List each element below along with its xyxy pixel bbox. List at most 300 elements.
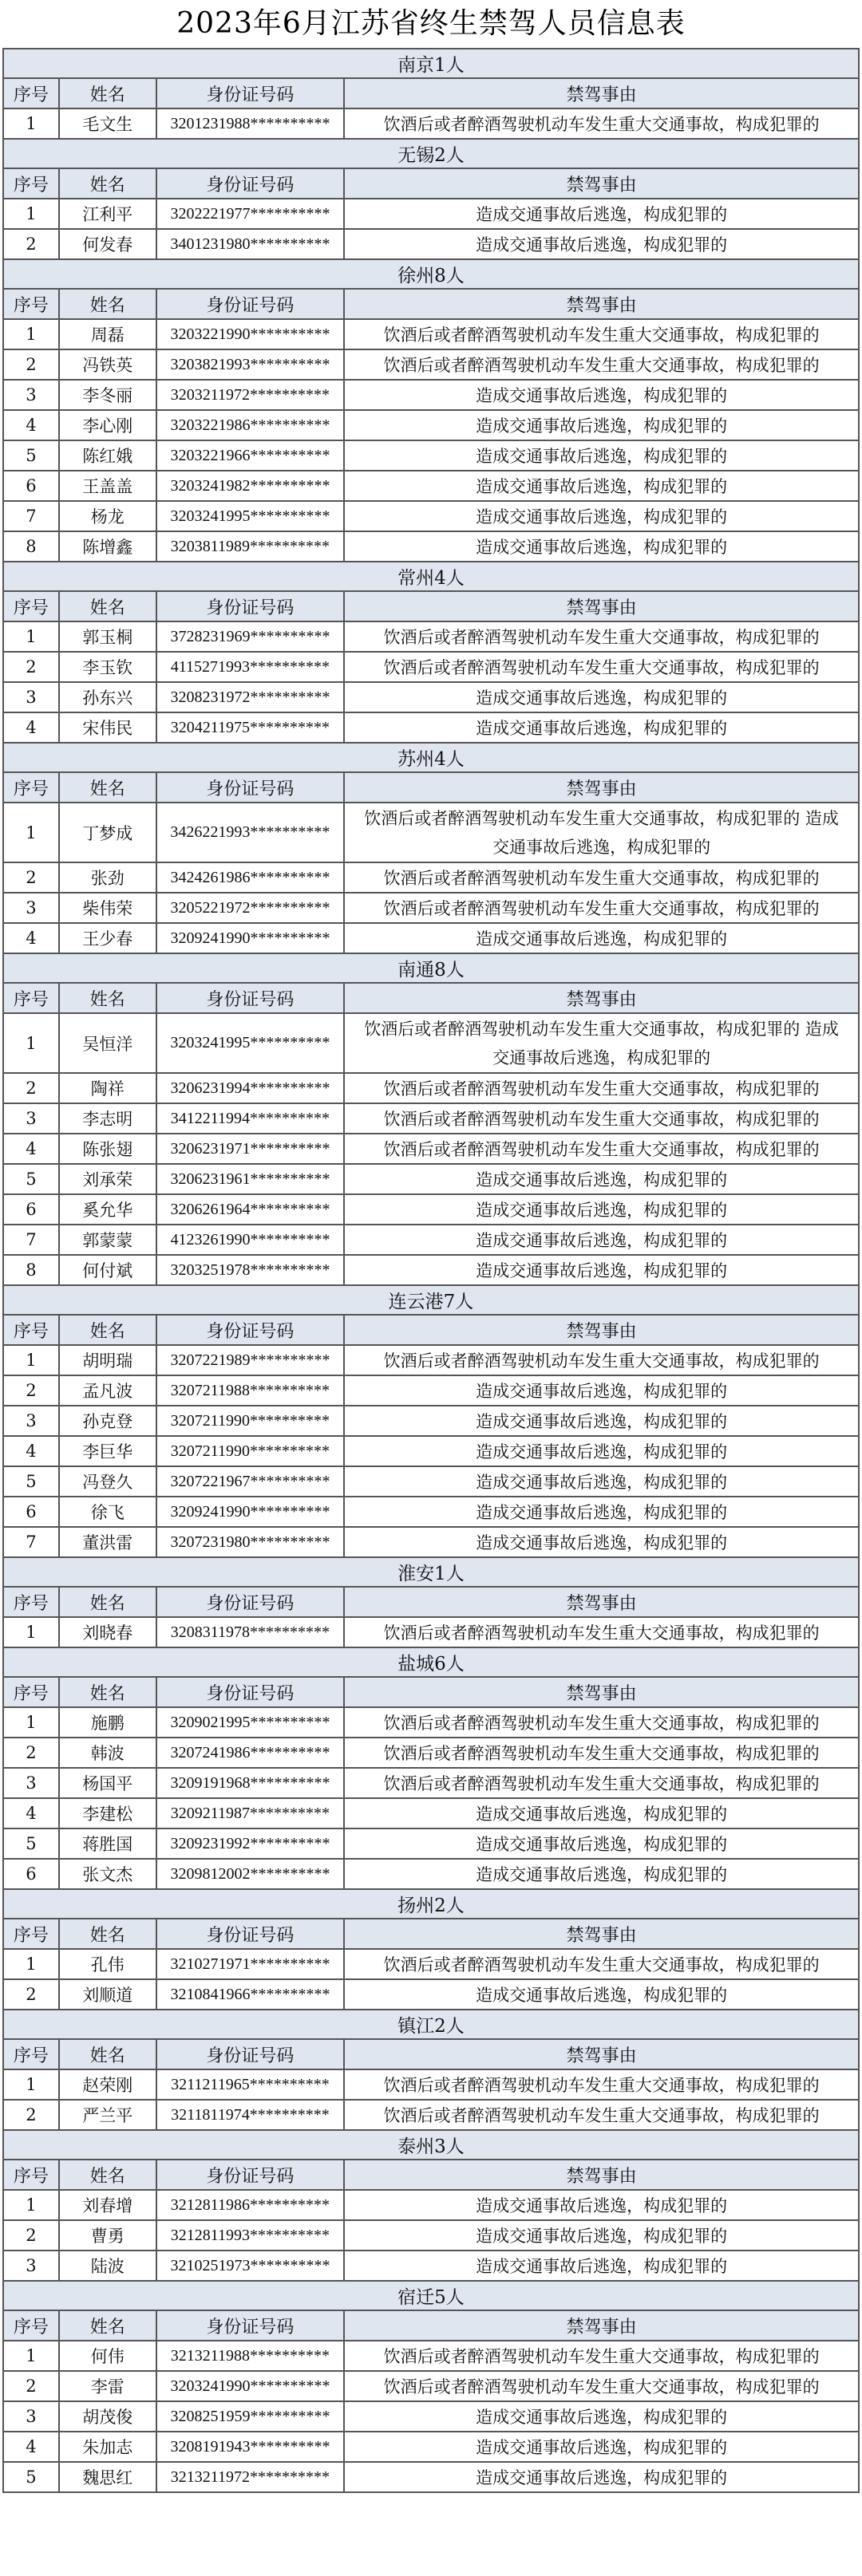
reason-cell: 造成交通事故后逃逸，构成犯罪的 xyxy=(345,532,860,562)
reason-cell: 造成交通事故后逃逸，构成犯罪的 xyxy=(345,2432,860,2463)
reason-cell: 造成交通事故后逃逸，构成犯罪的 xyxy=(345,2402,860,2432)
table-row xyxy=(4,1195,860,1225)
id-number-cell: 3203251978********** xyxy=(157,1256,346,1286)
id-number-cell: 3203221986********** xyxy=(157,411,346,441)
reason-cell: 饮酒后或者醉酒驾驶机动车发生重大交通事故，构成犯罪的 造成交通事故后逃逸，构成犯罪的 xyxy=(345,1014,860,1074)
table-row xyxy=(4,411,860,441)
header-cell: 禁驾事由 xyxy=(345,169,860,199)
name-cell: 奚允华 xyxy=(60,1195,157,1225)
header-cell: 序号 xyxy=(4,79,60,109)
reason-cell: 饮酒后或者醉酒驾驶机动车发生重大交通事故，构成犯罪的 xyxy=(345,1708,860,1738)
table-row xyxy=(4,199,860,230)
serial-cell: 7 xyxy=(4,502,60,532)
serial-cell: 1 xyxy=(4,1950,60,1980)
id-number-cell: 3203221990********** xyxy=(157,320,346,350)
name-cell: 王少春 xyxy=(60,924,157,954)
name-cell: 李巨华 xyxy=(60,1437,157,1467)
name-cell: 董洪雷 xyxy=(60,1528,157,1558)
name-cell: 郭蒙蒙 xyxy=(60,1225,157,1256)
serial-cell: 1 xyxy=(4,1346,60,1376)
serial-cell: 1 xyxy=(4,803,60,863)
name-cell: 赵荣刚 xyxy=(60,2070,157,2101)
header-cell: 身份证号码 xyxy=(157,1919,346,1950)
serial-cell: 5 xyxy=(4,1165,60,1195)
header-cell: 姓名 xyxy=(60,2311,157,2341)
serial-cell: 4 xyxy=(4,2432,60,2463)
reason-cell: 造成交通事故后逃逸，构成犯罪的 xyxy=(345,411,860,441)
table-row xyxy=(4,2402,860,2432)
serial-cell: 2 xyxy=(4,2372,60,2402)
header-cell: 姓名 xyxy=(60,79,157,109)
name-cell: 韩波 xyxy=(60,1738,157,1769)
table-row xyxy=(4,441,860,471)
id-number-cell: 3207211990********** xyxy=(157,1437,346,1467)
serial-cell: 3 xyxy=(4,1406,60,1437)
id-number-cell: 3211211965********** xyxy=(157,2070,346,2101)
id-number-cell: 3426221993********** xyxy=(157,803,346,863)
header-cell: 身份证号码 xyxy=(157,169,346,199)
id-number-cell: 3209211987********** xyxy=(157,1799,346,1829)
name-cell: 宋伟民 xyxy=(60,713,157,744)
serial-cell: 3 xyxy=(4,1769,60,1799)
table-row xyxy=(4,2251,860,2282)
table-row xyxy=(4,1829,860,1860)
name-cell: 江利平 xyxy=(60,199,157,230)
header-cell: 身份证号码 xyxy=(157,2160,346,2191)
name-cell: 李冬丽 xyxy=(60,381,157,411)
name-cell: 毛文生 xyxy=(60,109,157,140)
city-section-title: 南通8人 xyxy=(4,954,860,984)
reason-cell: 造成交通事故后逃逸，构成犯罪的 xyxy=(345,2463,860,2493)
header-cell: 序号 xyxy=(4,1678,60,1708)
reason-cell: 造成交通事故后逃逸，构成犯罪的 xyxy=(345,1467,860,1497)
reason-cell: 造成交通事故后逃逸，构成犯罪的 xyxy=(345,1860,860,1890)
table-header-row xyxy=(4,79,860,109)
table-row xyxy=(4,622,860,653)
reason-cell: 造成交通事故后逃逸，构成犯罪的 xyxy=(345,502,860,532)
table-header-row xyxy=(4,1678,860,1708)
id-number-cell: 3208231972********** xyxy=(157,683,346,713)
table-row xyxy=(4,1799,860,1829)
reason-cell: 造成交通事故后逃逸，构成犯罪的 xyxy=(345,1376,860,1406)
name-cell: 柴伟荣 xyxy=(60,894,157,924)
table-row xyxy=(4,1014,860,1074)
city-section-title: 泰州3人 xyxy=(4,2131,860,2160)
table-row xyxy=(4,381,860,411)
reason-cell: 造成交通事故后逃逸，构成犯罪的 xyxy=(345,471,860,502)
table-row xyxy=(4,230,860,260)
id-number-cell: 3203211972********** xyxy=(157,381,346,411)
id-number-cell: 3201231988********** xyxy=(157,109,346,140)
name-cell: 孙东兴 xyxy=(60,683,157,713)
header-cell: 序号 xyxy=(4,169,60,199)
header-cell: 禁驾事由 xyxy=(345,290,860,320)
header-cell: 姓名 xyxy=(60,2160,157,2191)
name-cell: 吴恒洋 xyxy=(60,1014,157,1074)
id-number-cell: 3211811974********** xyxy=(157,2101,346,2131)
city-section-title: 南京1人 xyxy=(4,49,860,79)
reason-cell: 造成交通事故后逃逸，构成犯罪的 xyxy=(345,381,860,411)
id-number-cell: 3203811989********** xyxy=(157,532,346,562)
serial-cell: 2 xyxy=(4,653,60,683)
header-cell: 禁驾事由 xyxy=(345,592,860,622)
header-cell: 姓名 xyxy=(60,2040,157,2070)
id-number-cell: 3207221967********** xyxy=(157,1467,346,1497)
name-cell: 周磊 xyxy=(60,320,157,350)
ban-table xyxy=(2,48,860,2493)
name-cell: 胡茂俊 xyxy=(60,2402,157,2432)
reason-cell: 造成交通事故后逃逸，构成犯罪的 xyxy=(345,2221,860,2251)
header-cell: 禁驾事由 xyxy=(345,773,860,803)
table-row xyxy=(4,1376,860,1406)
header-cell: 姓名 xyxy=(60,984,157,1014)
table-row xyxy=(4,350,860,381)
id-number-cell: 3212811986********** xyxy=(157,2191,346,2221)
serial-cell: 2 xyxy=(4,1376,60,1406)
serial-cell: 3 xyxy=(4,2251,60,2282)
name-cell: 刘承荣 xyxy=(60,1165,157,1195)
header-cell: 禁驾事由 xyxy=(345,1316,860,1346)
city-section-title: 淮安1人 xyxy=(4,1558,860,1588)
name-cell: 张劲 xyxy=(60,863,157,894)
serial-cell: 7 xyxy=(4,1528,60,1558)
reason-cell: 造成交通事故后逃逸，构成犯罪的 xyxy=(345,1406,860,1437)
serial-cell: 3 xyxy=(4,381,60,411)
table-header-row xyxy=(4,1919,860,1950)
id-number-cell: 3202221977********** xyxy=(157,199,346,230)
header-cell: 序号 xyxy=(4,773,60,803)
id-number-cell: 3210251973********** xyxy=(157,2251,346,2282)
reason-cell: 造成交通事故后逃逸，构成犯罪的 xyxy=(345,1437,860,1467)
header-cell: 身份证号码 xyxy=(157,79,346,109)
table-row xyxy=(4,2070,860,2101)
reason-cell: 饮酒后或者醉酒驾驶机动车发生重大交通事故，构成犯罪的 xyxy=(345,1738,860,1769)
reason-cell: 造成交通事故后逃逸，构成犯罪的 xyxy=(345,1980,860,2010)
serial-cell: 1 xyxy=(4,622,60,653)
page-title: 2023年6月江苏省终生禁驾人员信息表 xyxy=(176,7,686,40)
reason-cell: 造成交通事故后逃逸，构成犯罪的 xyxy=(345,230,860,260)
id-number-cell: 4115271993********** xyxy=(157,653,346,683)
reason-cell: 饮酒后或者醉酒驾驶机动车发生重大交通事故，构成犯罪的 xyxy=(345,1618,860,1648)
table-row xyxy=(4,2221,860,2251)
serial-cell: 2 xyxy=(4,230,60,260)
reason-cell: 饮酒后或者醉酒驾驶机动车发生重大交通事故，构成犯罪的 xyxy=(345,1134,860,1165)
reason-cell: 造成交通事故后逃逸，构成犯罪的 xyxy=(345,924,860,954)
name-cell: 杨国平 xyxy=(60,1769,157,1799)
name-cell: 陈红娥 xyxy=(60,441,157,471)
table-row xyxy=(4,532,860,562)
header-cell: 姓名 xyxy=(60,169,157,199)
serial-cell: 2 xyxy=(4,350,60,381)
serial-cell: 8 xyxy=(4,1256,60,1286)
header-cell: 身份证号码 xyxy=(157,2040,346,2070)
name-cell: 陶祥 xyxy=(60,1074,157,1104)
table-row xyxy=(4,863,860,894)
name-cell: 严兰平 xyxy=(60,2101,157,2131)
id-number-cell: 3728231969********** xyxy=(157,622,346,653)
id-number-cell: 3209812002********** xyxy=(157,1860,346,1890)
city-section-title: 扬州2人 xyxy=(4,1890,860,1919)
table-row xyxy=(4,1497,860,1528)
name-cell: 陈增鑫 xyxy=(60,532,157,562)
serial-cell: 4 xyxy=(4,1799,60,1829)
id-number-cell: 3207231980********** xyxy=(157,1528,346,1558)
name-cell: 曹勇 xyxy=(60,2221,157,2251)
table-row xyxy=(4,109,860,140)
table-row xyxy=(4,1528,860,1558)
serial-cell: 2 xyxy=(4,1980,60,2010)
name-cell: 朱加志 xyxy=(60,2432,157,2463)
table-header-row xyxy=(4,592,860,622)
reason-cell: 造成交通事故后逃逸，构成犯罪的 xyxy=(345,1195,860,1225)
header-cell: 姓名 xyxy=(60,1919,157,1950)
reason-cell: 造成交通事故后逃逸，构成犯罪的 xyxy=(345,1256,860,1286)
reason-cell: 造成交通事故后逃逸，构成犯罪的 xyxy=(345,683,860,713)
table-header-row xyxy=(4,290,860,320)
id-number-cell: 3209241990********** xyxy=(157,1497,346,1528)
reason-cell: 饮酒后或者醉酒驾驶机动车发生重大交通事故，构成犯罪的 xyxy=(345,1950,860,1980)
serial-cell: 2 xyxy=(4,2221,60,2251)
table-row xyxy=(4,1769,860,1799)
name-cell: 孔伟 xyxy=(60,1950,157,1980)
table-row xyxy=(4,1467,860,1497)
serial-cell: 4 xyxy=(4,411,60,441)
header-cell: 身份证号码 xyxy=(157,1678,346,1708)
name-cell: 刘顺道 xyxy=(60,1980,157,2010)
table-row xyxy=(4,924,860,954)
reason-cell: 饮酒后或者醉酒驾驶机动车发生重大交通事故，构成犯罪的 xyxy=(345,2070,860,2101)
header-cell: 身份证号码 xyxy=(157,290,346,320)
header-cell: 身份证号码 xyxy=(157,1588,346,1618)
name-cell: 王盖盖 xyxy=(60,471,157,502)
header-cell: 序号 xyxy=(4,1316,60,1346)
serial-cell: 2 xyxy=(4,863,60,894)
serial-cell: 1 xyxy=(4,2070,60,2101)
header-cell: 身份证号码 xyxy=(157,2311,346,2341)
reason-cell: 造成交通事故后逃逸，构成犯罪的 xyxy=(345,1799,860,1829)
id-number-cell: 3213211972********** xyxy=(157,2463,346,2493)
table-header-row xyxy=(4,984,860,1014)
table-row xyxy=(4,713,860,744)
city-section-title: 常州4人 xyxy=(4,562,860,592)
serial-cell: 6 xyxy=(4,1860,60,1890)
reason-cell: 造成交通事故后逃逸，构成犯罪的 xyxy=(345,199,860,230)
name-cell: 刘晓春 xyxy=(60,1618,157,1648)
name-cell: 陆波 xyxy=(60,2251,157,2282)
table-row xyxy=(4,803,860,863)
id-number-cell: 3208311978********** xyxy=(157,1618,346,1648)
table-row xyxy=(4,1618,860,1648)
id-number-cell: 3209231992********** xyxy=(157,1829,346,1860)
id-number-cell: 3212811993********** xyxy=(157,2221,346,2251)
table-header-row xyxy=(4,2160,860,2191)
id-number-cell: 3203221966********** xyxy=(157,441,346,471)
city-section-title: 苏州4人 xyxy=(4,744,860,773)
header-cell: 禁驾事由 xyxy=(345,2160,860,2191)
id-number-cell: 3206231961********** xyxy=(157,1165,346,1195)
table-row xyxy=(4,1225,860,1256)
table-row xyxy=(4,2191,860,2221)
table-row xyxy=(4,1074,860,1104)
serial-cell: 3 xyxy=(4,2402,60,2432)
city-section-title: 无锡2人 xyxy=(4,140,860,169)
serial-cell: 3 xyxy=(4,894,60,924)
reason-cell: 饮酒后或者醉酒驾驶机动车发生重大交通事故，构成犯罪的 xyxy=(345,320,860,350)
reason-cell: 造成交通事故后逃逸，构成犯罪的 xyxy=(345,441,860,471)
reason-cell: 饮酒后或者醉酒驾驶机动车发生重大交通事故，构成犯罪的 xyxy=(345,2101,860,2131)
serial-cell: 5 xyxy=(4,2463,60,2493)
id-number-cell: 3209021995********** xyxy=(157,1708,346,1738)
name-cell: 丁梦成 xyxy=(60,803,157,863)
reason-cell: 造成交通事故后逃逸，构成犯罪的 xyxy=(345,1497,860,1528)
reason-cell: 造成交通事故后逃逸，构成犯罪的 xyxy=(345,1225,860,1256)
name-cell: 李志明 xyxy=(60,1104,157,1134)
id-number-cell: 3203241995********** xyxy=(157,1014,346,1074)
table-row xyxy=(4,1950,860,1980)
name-cell: 魏思红 xyxy=(60,2463,157,2493)
table-header-row xyxy=(4,2040,860,2070)
table-row xyxy=(4,2432,860,2463)
id-number-cell: 3207221989********** xyxy=(157,1346,346,1376)
header-cell: 姓名 xyxy=(60,1678,157,1708)
reason-cell: 造成交通事故后逃逸，构成犯罪的 xyxy=(345,1829,860,1860)
name-cell: 何付斌 xyxy=(60,1256,157,1286)
table-row xyxy=(4,471,860,502)
header-cell: 禁驾事由 xyxy=(345,1678,860,1708)
table-header-row xyxy=(4,2311,860,2341)
header-cell: 身份证号码 xyxy=(157,592,346,622)
header-cell: 禁驾事由 xyxy=(345,79,860,109)
header-cell: 姓名 xyxy=(60,773,157,803)
id-number-cell: 3206261964********** xyxy=(157,1195,346,1225)
serial-cell: 1 xyxy=(4,109,60,140)
reason-cell: 造成交通事故后逃逸，构成犯罪的 xyxy=(345,713,860,744)
serial-cell: 2 xyxy=(4,1074,60,1104)
header-cell: 姓名 xyxy=(60,1316,157,1346)
table-row xyxy=(4,1104,860,1134)
id-number-cell: 3203241995********** xyxy=(157,502,346,532)
serial-cell: 5 xyxy=(4,1829,60,1860)
name-cell: 张文杰 xyxy=(60,1860,157,1890)
id-number-cell: 3213211988********** xyxy=(157,2341,346,2372)
table-row xyxy=(4,653,860,683)
table-row xyxy=(4,1134,860,1165)
id-number-cell: 4123261990********** xyxy=(157,1225,346,1256)
header-cell: 序号 xyxy=(4,1919,60,1950)
serial-cell: 6 xyxy=(4,1497,60,1528)
table-row xyxy=(4,2372,860,2402)
table-row xyxy=(4,1437,860,1467)
name-cell: 李玉钦 xyxy=(60,653,157,683)
table-header-row xyxy=(4,1316,860,1346)
id-number-cell: 3205221972********** xyxy=(157,894,346,924)
id-number-cell: 3209241990********** xyxy=(157,924,346,954)
header-cell: 序号 xyxy=(4,2160,60,2191)
serial-cell: 6 xyxy=(4,471,60,502)
reason-cell: 饮酒后或者醉酒驾驶机动车发生重大交通事故，构成犯罪的 xyxy=(345,109,860,140)
header-cell: 禁驾事由 xyxy=(345,2040,860,2070)
serial-cell: 1 xyxy=(4,1708,60,1738)
id-number-cell: 3207241986********** xyxy=(157,1738,346,1769)
city-section-title: 宿迁5人 xyxy=(4,2282,860,2311)
serial-cell: 1 xyxy=(4,1014,60,1074)
serial-cell: 3 xyxy=(4,1104,60,1134)
table-row xyxy=(4,683,860,713)
reason-cell: 饮酒后或者醉酒驾驶机动车发生重大交通事故，构成犯罪的 xyxy=(345,2341,860,2372)
city-section-title: 连云港7人 xyxy=(4,1286,860,1316)
name-cell: 胡明瑞 xyxy=(60,1346,157,1376)
serial-cell: 5 xyxy=(4,1467,60,1497)
serial-cell: 4 xyxy=(4,1437,60,1467)
serial-cell: 8 xyxy=(4,532,60,562)
name-cell: 蒋胜国 xyxy=(60,1829,157,1860)
id-number-cell: 3401231980********** xyxy=(157,230,346,260)
serial-cell: 1 xyxy=(4,320,60,350)
reason-cell: 饮酒后或者醉酒驾驶机动车发生重大交通事故，构成犯罪的 xyxy=(345,653,860,683)
header-cell: 姓名 xyxy=(60,592,157,622)
id-number-cell: 3203821993********** xyxy=(157,350,346,381)
table-row xyxy=(4,1738,860,1769)
table-header-row xyxy=(4,773,860,803)
id-number-cell: 3210271971********** xyxy=(157,1950,346,1980)
table-row xyxy=(4,2341,860,2372)
reason-cell: 饮酒后或者醉酒驾驶机动车发生重大交通事故，构成犯罪的 xyxy=(345,1769,860,1799)
name-cell: 李心刚 xyxy=(60,411,157,441)
reason-cell: 饮酒后或者醉酒驾驶机动车发生重大交通事故，构成犯罪的 xyxy=(345,1346,860,1376)
id-number-cell: 3208251959********** xyxy=(157,2402,346,2432)
name-cell: 何伟 xyxy=(60,2341,157,2372)
table-row xyxy=(4,1980,860,2010)
header-cell: 序号 xyxy=(4,2311,60,2341)
reason-cell: 饮酒后或者醉酒驾驶机动车发生重大交通事故，构成犯罪的 xyxy=(345,1104,860,1134)
reason-cell: 饮酒后或者醉酒驾驶机动车发生重大交通事故，构成犯罪的 xyxy=(345,2372,860,2402)
header-cell: 禁驾事由 xyxy=(345,2311,860,2341)
serial-cell: 4 xyxy=(4,924,60,954)
reason-cell: 造成交通事故后逃逸，构成犯罪的 xyxy=(345,1165,860,1195)
serial-cell: 6 xyxy=(4,1195,60,1225)
id-number-cell: 3204211975********** xyxy=(157,713,346,744)
header-cell: 序号 xyxy=(4,1588,60,1618)
serial-cell: 1 xyxy=(4,2341,60,2372)
id-number-cell: 3203241990********** xyxy=(157,2372,346,2402)
table-row xyxy=(4,320,860,350)
id-number-cell: 3207211990********** xyxy=(157,1406,346,1437)
header-cell: 身份证号码 xyxy=(157,984,346,1014)
serial-cell: 7 xyxy=(4,1225,60,1256)
serial-cell: 4 xyxy=(4,1134,60,1165)
city-section-title: 镇江2人 xyxy=(4,2010,860,2040)
id-number-cell: 3208191943********** xyxy=(157,2432,346,2463)
reason-cell: 饮酒后或者醉酒驾驶机动车发生重大交通事故，构成犯罪的 xyxy=(345,622,860,653)
serial-cell: 3 xyxy=(4,683,60,713)
id-number-cell: 3206231971********** xyxy=(157,1134,346,1165)
name-cell: 施鹏 xyxy=(60,1708,157,1738)
name-cell: 冯登久 xyxy=(60,1467,157,1497)
serial-cell: 1 xyxy=(4,1618,60,1648)
id-number-cell: 3203241982********** xyxy=(157,471,346,502)
table-row xyxy=(4,2463,860,2493)
header-cell: 身份证号码 xyxy=(157,773,346,803)
table-row xyxy=(4,502,860,532)
header-cell: 序号 xyxy=(4,592,60,622)
city-section-title: 盐城6人 xyxy=(4,1648,860,1678)
table-row xyxy=(4,1165,860,1195)
reason-cell: 造成交通事故后逃逸，构成犯罪的 xyxy=(345,1528,860,1558)
reason-cell: 饮酒后或者醉酒驾驶机动车发生重大交通事故，构成犯罪的 xyxy=(345,350,860,381)
id-number-cell: 3209191968********** xyxy=(157,1769,346,1799)
name-cell: 刘春增 xyxy=(60,2191,157,2221)
reason-cell: 饮酒后或者醉酒驾驶机动车发生重大交通事故，构成犯罪的 造成交通事故后逃逸，构成犯罪的 xyxy=(345,803,860,863)
